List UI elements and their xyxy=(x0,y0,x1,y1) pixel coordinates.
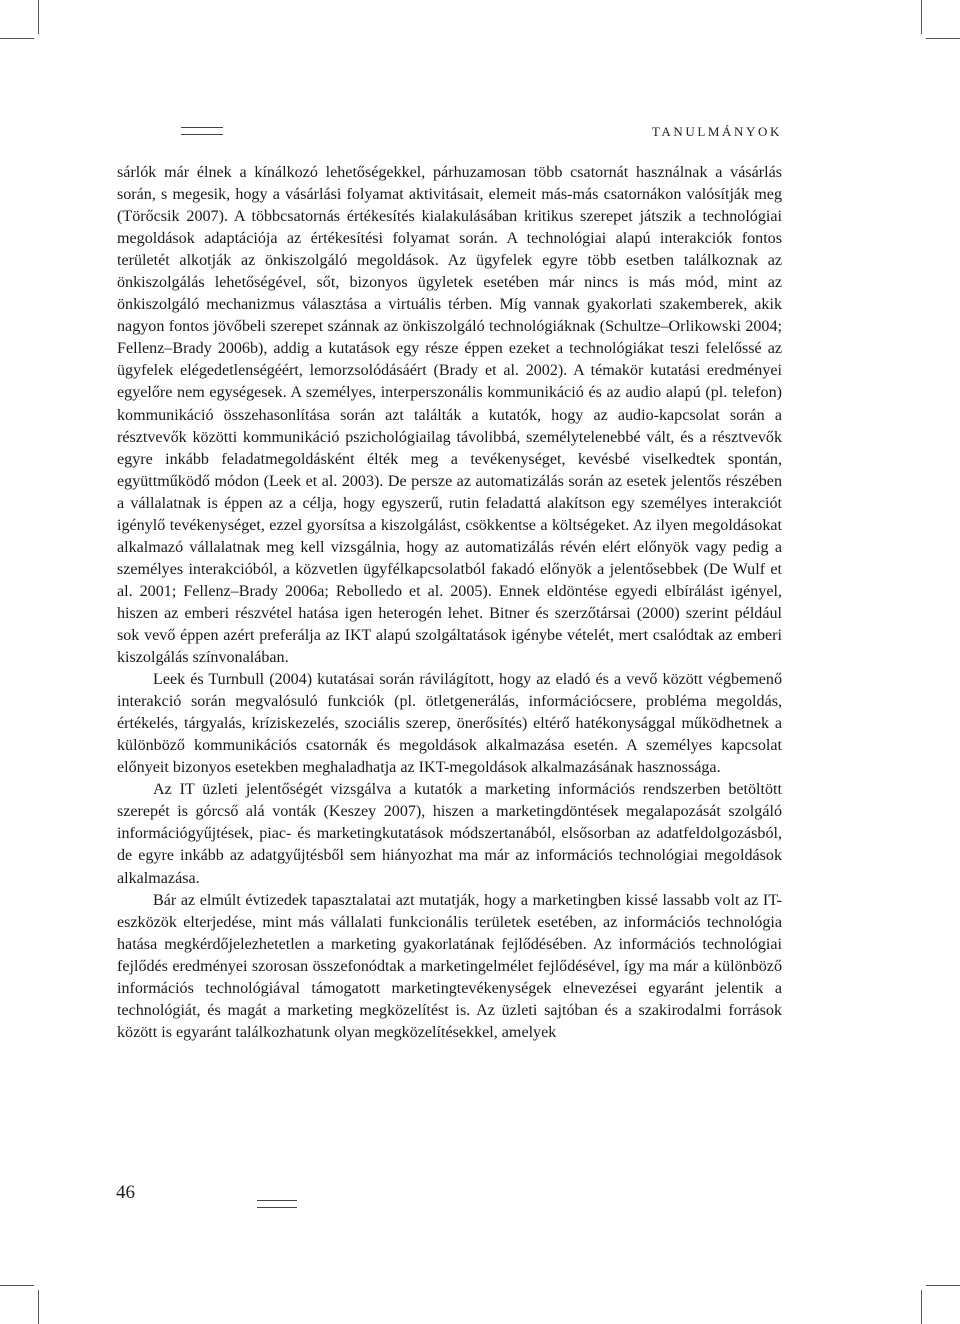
crop-mark xyxy=(926,1285,960,1286)
footer-ornament xyxy=(257,1200,297,1208)
crop-mark xyxy=(926,38,960,39)
paragraph: Bár az elmúlt évtizedek tapasztalatai azt mutatják, hogy a marketingben kissé lassabb volt az IT-eszközök elterjedése, mint más vállalati funkcionális területek esetében, az információs technológia hatása megkérdőjelezhetetlen a marketing gyakorlatának fejlődésében. Az információs technológiai fejlődés eredményei szorosan összefonódtak a marketingelmélet fejlődésével, így ma már a különböző információs technológiával támogatott marketingtevékenységek elnevezései egyaránt jelentik a technológiát, és magát a marketing megközelítést is. Az üzleti sajtóban és a szakirodalmi források között is egyaránt találkozhatunk olyan megközelítésekkel, amelyek xyxy=(117,891,782,1041)
crop-mark xyxy=(0,1285,34,1286)
page-number: 46 xyxy=(116,1182,135,1203)
body-text xyxy=(117,162,782,1044)
paragraph: sárlók már élnek a kínálkozó lehetőségekkel, párhuzamosan több csatornát használnak a vásárlás során, s megesik, hogy a vásárlási folyamat aktivitásait, elemeit más-más csatornákon valósítják meg (Törőcsik 2007). A többcsatornás értékesítés kialakulásában kritikus szerepet játszik a technológiai megoldások adaptációja az értékesítési folyamat során. A technológiai alapú interakciók fontos területét alkotják az önkiszolgáló megoldások. Az ügyfelek egyre több esetben találkoznak az önkiszolgálás lehetőségével, sőt, bizonyos ügyletek esetében már nincs is más mód, mint az önkiszolgáló mechanizmus választása a virtuális térben. Míg vannak gyakorlati szakemberek, akik nagyon fontos jövőbeli szerepet szánnak az önkiszolgáló technológiáknak (Schultze–Orlikowski 2004; Fellenz–Brady 2006b), addig a kutatások egy része éppen ezeket a technológiákat teszi felelőssé az ügyfelek elégedetlenségéért, lemorzsolódásáért (Brady et al. 2002). A témakör kutatási eredményei egyelőre nem egységesek. A személyes, interperszonális kommunikáció és az audio alapú (pl. telefon) kommunikáció összehasonlítása során azt találták a kutatók, hogy az audio-kapcsolat során a résztvevők közötti kommunikáció pszichológiailag távolibbá, személytelenebbé vált, és a résztvevők egyre inkább feladatmegoldásként élték meg a tevékenységet, kevésbé viselkedtek spontán, együttműködő módon (Leek et al. 2003). De persze az automatizálás során az esetek jelentős részében a vállalatnak is éppen az a célja, hogy egyszerű, rutin feladattá alakítson egy személyes interakciót igénylő tevékenységet, ezzel gyorsítsa a kiszolgálást, csökkentse a költségeket. Az ilyen megoldásokat alkalmazó vállalatnak meg kell vizsgálnia, hogy az automatizálás révén elért előnyök vagy pedig a személyes interakcióból, a közvetlen ügyfélkapcsolatból fakadó előnyök a jelentősebbek (De Wulf et al. 2001; Fellenz–Brady 2006a; Rebolledo et al. 2005). Ennek eldöntése egyedi elbírálást igényel, hiszen az emberi részvétel hatása igen heterogén lehet. Bitner és szerzőtársai (2000) szerint például sok vevő éppen azért preferálja az IKT alapú szolgáltatások igénybe vételét, mert csalódtak az emberi kiszolgálás színvonalában. xyxy=(117,164,782,667)
crop-mark xyxy=(921,0,922,34)
crop-mark xyxy=(921,1290,922,1324)
crop-mark xyxy=(0,38,34,39)
crop-mark xyxy=(38,1290,39,1324)
running-head: TANULMÁNYOK xyxy=(651,124,782,139)
crop-mark xyxy=(38,0,39,34)
header-ornament xyxy=(181,127,223,135)
paragraph: Leek és Turnbull (2004) kutatásai során rávilágított, hogy az eladó és a vevő között végbemenő interakció során megvalósuló funkciók (pl. ötletgenerálás, információcsere, probléma megoldás, értékelés, tárgyalás, kríziskezelés, szociális szerep, önerősítés) eltérő hatékonysággal működhetnek a különböző kommunikációs csatornák és megoldások alkalmazása esetén. A személyes kapcsolat előnyeit bizonyos esetekben meghaladhatja az IKT-megoldások alkalmazásának hasznossága. xyxy=(117,671,782,777)
paragraph: Az IT üzleti jelentőségét vizsgálva a kutatók a marketing információs rendszerben betöltött szerepét is górcső alá vonták (Keszey 2007), hiszen a marketingdöntések megalapozását szolgáló információgyűjtések, piac- és marketingkutatások módszertanából, elsősorban az adatfeldolgozásból, de egyre inkább az adatgyűjtésből sem hiányozhat ma már az információs technológiai megoldások alkalmazása. xyxy=(117,781,782,887)
